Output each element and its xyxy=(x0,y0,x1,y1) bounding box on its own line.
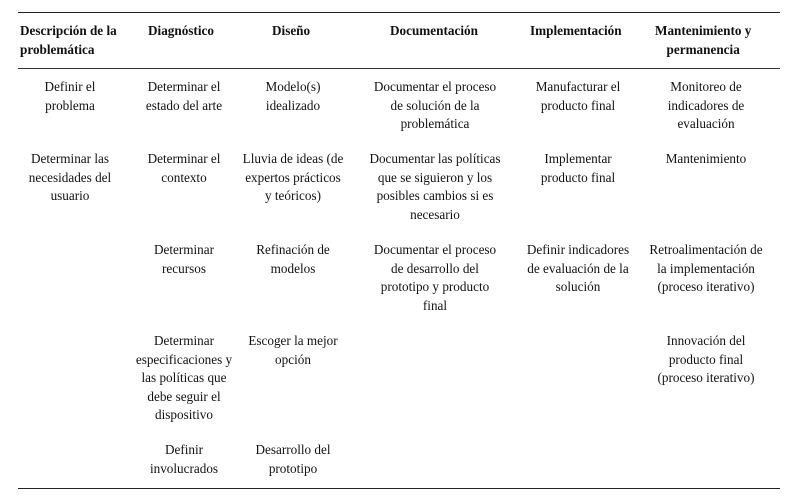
table-cell: Determinar especificaciones y las políticas que debe seguir el dispositivo xyxy=(135,333,233,422)
table-bottom-rule xyxy=(18,488,780,489)
header-implementacion: Implementación xyxy=(530,23,622,38)
header-mantenimiento: Mantenimiento y permanencia xyxy=(655,23,752,57)
table-cell: Innovación del producto final (proceso iterativo) xyxy=(657,333,755,385)
table-cell: Retroalimentación de la implementación (proceso iterativo) xyxy=(649,242,763,294)
table-cell: Modelo(s) idealizado xyxy=(265,79,321,113)
table-top-rule xyxy=(18,12,780,13)
table-cell: Documentar el proceso de solución de la problemática xyxy=(373,79,497,131)
table-cell: Refinación de modelos xyxy=(256,242,330,276)
table-cell: Determinar las necesidades del usuario xyxy=(28,151,112,203)
table-cell: Implementar producto final xyxy=(540,151,616,185)
table-cell: Manufacturar el producto final xyxy=(535,79,621,113)
table-cell: Documentar las políticas que se siguieron y los posibles cambios si es necesario xyxy=(369,151,501,222)
table-cell: Definir involucrados xyxy=(149,442,219,476)
header-descripcion: Descripción de la problemática xyxy=(20,23,117,57)
table-cell: Mantenimiento xyxy=(665,151,747,166)
table-cell: Desarrollo del prototipo xyxy=(255,442,331,476)
table-cell: Monitoreo de indicadores de evaluación xyxy=(667,79,745,131)
table-header-rule xyxy=(18,68,780,69)
table-cell: Escoger la mejor opción xyxy=(248,333,338,367)
table-cell: Determinar el contexto xyxy=(147,151,221,185)
table-cell: Determinar recursos xyxy=(153,242,215,276)
table-cell: Definir indicadores de evaluación de la solución xyxy=(526,242,630,294)
table-cell: Definir el problema xyxy=(44,79,96,113)
header-diagnostico: Diagnóstico xyxy=(148,23,214,38)
table-cell: Determinar el estado del arte xyxy=(145,79,223,113)
table-cell: Documentar el proceso de desarrollo del prototipo y producto final xyxy=(373,242,497,313)
table-cell: Lluvia de ideas (de expertos prácticos y teóricos) xyxy=(242,151,344,203)
header-documentacion: Documentación xyxy=(390,23,478,38)
header-diseno: Diseño xyxy=(272,23,311,38)
